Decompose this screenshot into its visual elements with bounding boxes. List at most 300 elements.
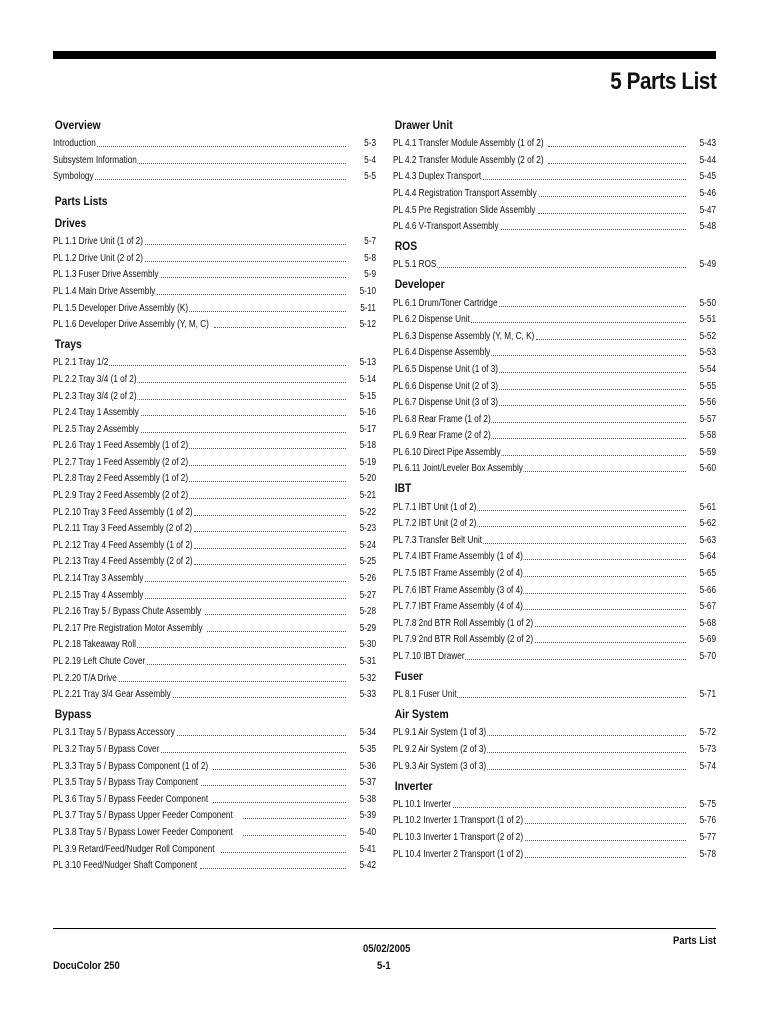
- toc-entry-title: PL 2.8 Tray 2 Feed Assembly (1 of 2): [53, 473, 189, 485]
- toc-entry-page: 5-56: [699, 397, 716, 409]
- chapter-title: 5 Parts List: [609, 68, 716, 95]
- toc-entry-page: 5-4: [364, 154, 376, 166]
- dot-leader: [522, 576, 686, 577]
- toc-entry-title: PL 7.3 Transfer Belt Unit: [393, 534, 483, 546]
- toc-entry-page: 5-20: [359, 473, 376, 485]
- toc-entry[interactable]: [53, 281, 376, 298]
- toc-entry-title: Symbology: [53, 171, 94, 183]
- dot-leader: [129, 432, 346, 433]
- toc-entry-page: 5-48: [699, 221, 716, 233]
- toc-entry-page: 5-24: [359, 539, 376, 551]
- toc-entry[interactable]: [53, 436, 376, 453]
- toc-entry[interactable]: [53, 618, 376, 635]
- toc-entry-title: PL 7.1 IBT Unit (1 of 2): [393, 501, 477, 513]
- toc-entry[interactable]: [53, 806, 376, 823]
- toc-entry[interactable]: [393, 756, 716, 773]
- toc-left-column: [53, 117, 376, 872]
- toc-entry-page: 5-35: [359, 743, 376, 755]
- toc-entry-title: PL 2.14 Tray 3 Assembly: [53, 573, 144, 585]
- toc-entry-title: PL 8.1 Fuser Unit: [393, 689, 457, 701]
- toc-entry[interactable]: [53, 552, 376, 569]
- toc-entry-page: 5-42: [359, 860, 376, 872]
- toc-entry-title: PL 2.17 Pre Registration Motor Assembly: [53, 622, 203, 634]
- toc-entry-page: 5-64: [699, 551, 716, 563]
- toc-entry-page: 5-18: [359, 440, 376, 452]
- dot-leader: [483, 438, 686, 439]
- dot-leader: [221, 852, 346, 853]
- toc-entry-page: 5-21: [359, 490, 376, 502]
- toc-entry[interactable]: [393, 459, 716, 476]
- dot-leader: [126, 163, 346, 164]
- toc-entry-title: PL 10.4 Inverter 2 Transport (1 of 2): [393, 848, 524, 860]
- toc-entry-page: 5-30: [359, 639, 376, 651]
- toc-entry[interactable]: [53, 635, 376, 652]
- dot-leader: [201, 785, 346, 786]
- toc-entry-page: 5-78: [699, 848, 716, 860]
- toc-entry-title: PL 3.7 Tray 5 / Bypass Upper Feeder Component: [53, 810, 233, 822]
- toc-entry-title: PL 2.7 Tray 1 Feed Assembly (2 of 2): [53, 456, 189, 468]
- toc-section: [53, 336, 376, 701]
- toc-entry-page: 5-3: [364, 138, 376, 150]
- dot-leader: [535, 626, 686, 627]
- toc-entry-title: PL 2.18 Takeaway Roll: [53, 639, 136, 651]
- toc-section: [53, 706, 376, 872]
- toc-entry-title: PL 1.2 Drive Unit (2 of 2): [53, 252, 143, 264]
- dot-leader: [466, 526, 686, 527]
- toc-entry[interactable]: [393, 200, 716, 217]
- dot-leader: [539, 196, 686, 197]
- toc-entry-page: 5-5: [364, 171, 376, 183]
- dot-leader: [213, 769, 346, 770]
- toc-entry-page: 5-29: [359, 622, 376, 634]
- toc-entry[interactable]: [53, 298, 376, 315]
- footer-section-name: Parts List: [672, 935, 716, 947]
- toc-entry[interactable]: [53, 585, 376, 602]
- toc-entry-page: 5-9: [364, 269, 376, 281]
- toc-entry[interactable]: [53, 723, 376, 740]
- toc-entry-title: PL 2.3 Tray 3/4 (2 of 2): [53, 390, 137, 402]
- toc-entry-title: PL 6.2 Dispense Unit: [393, 314, 470, 326]
- toc-entry[interactable]: [53, 315, 376, 332]
- dot-leader: [194, 515, 346, 516]
- toc-entry-title: PL 6.1 Drum/Toner Cartridge: [393, 297, 498, 309]
- section-heading: Trays: [54, 337, 82, 352]
- toc-entry[interactable]: [393, 310, 716, 327]
- dot-leader: [483, 355, 686, 356]
- toc-entry-title: PL 2.4 Tray 1 Assembly: [53, 407, 139, 419]
- toc-entry-title: PL 3.10 Feed/Nudger Shaft Component: [53, 860, 198, 872]
- dot-leader: [538, 213, 686, 214]
- toc-entry-title: PL 7.9 2nd BTR Roll Assembly (2 of 2): [393, 634, 534, 646]
- toc-entry-page: 5-47: [699, 204, 716, 216]
- toc-entry-page: 5-23: [359, 523, 376, 535]
- toc-entry-page: 5-44: [699, 154, 716, 166]
- section-heading: Inverter: [394, 778, 433, 793]
- dot-leader: [417, 267, 686, 268]
- dot-leader: [126, 382, 346, 383]
- toc-entry[interactable]: [393, 167, 716, 184]
- toc-entry[interactable]: [53, 535, 376, 552]
- toc-entry-title: PL 4.4 Registration Transport Assembly: [393, 187, 537, 199]
- toc-entry[interactable]: [53, 419, 376, 436]
- toc-entry-page: 5-34: [359, 727, 376, 739]
- section-heading: ROS: [394, 239, 418, 254]
- toc-entry-title: PL 7.10 IBT Drawer: [393, 651, 465, 662]
- toc-entry-title: PL 4.6 V-Transport Assembly: [393, 221, 499, 233]
- toc-section: [393, 117, 716, 233]
- toc-entry[interactable]: [393, 844, 716, 861]
- toc-entry[interactable]: [53, 386, 376, 403]
- toc-entry-title: PL 5.1 ROS: [393, 259, 437, 271]
- dot-leader: [189, 498, 346, 499]
- toc-entry-page: 5-40: [359, 826, 376, 838]
- dot-leader: [492, 372, 686, 373]
- toc-entry-title: PL 1.4 Main Drive Assembly: [53, 285, 156, 297]
- dot-leader: [189, 311, 346, 312]
- dot-leader: [189, 481, 346, 482]
- toc-entry[interactable]: [53, 502, 376, 519]
- toc-entry[interactable]: [393, 293, 716, 310]
- dot-leader: [535, 642, 686, 643]
- toc-entry-page: 5-52: [699, 330, 716, 342]
- toc-entry[interactable]: [393, 613, 716, 630]
- dot-leader: [451, 659, 686, 660]
- dot-leader: [491, 306, 686, 307]
- dot-leader: [523, 840, 686, 841]
- dot-leader: [522, 471, 686, 472]
- toc-entry-title: PL 3.1 Tray 5 / Bypass Accessory: [53, 727, 175, 739]
- toc-entry[interactable]: [53, 839, 376, 856]
- toc-entry-title: PL 10.1 Inverter: [393, 798, 452, 810]
- toc-entry[interactable]: [393, 426, 716, 443]
- toc-entry-title: PL 2.9 Tray 2 Feed Assembly (2 of 2): [53, 490, 189, 502]
- toc-entry-title: PL 2.1 Tray 1/2: [53, 357, 109, 369]
- toc-entry-title: PL 7.6 IBT Frame Assembly (3 of 4): [393, 584, 523, 596]
- dot-leader: [441, 697, 686, 698]
- dot-leader: [243, 835, 346, 836]
- toc-entry-page: 5-22: [359, 506, 376, 518]
- toc-entry[interactable]: [393, 811, 716, 828]
- toc-entry-title: PL 9.3 Air System (3 of 3): [393, 760, 487, 772]
- dot-leader: [129, 415, 346, 416]
- toc-entry-title: PL 3.6 Tray 5 / Bypass Feeder Component: [53, 793, 209, 805]
- section-heading: Fuser: [394, 669, 423, 683]
- toc-entry[interactable]: [393, 255, 716, 272]
- toc-entry-title: PL 6.9 Rear Frame (2 of 2): [393, 430, 491, 442]
- toc-entry-title: PL 2.12 Tray 4 Feed Assembly (1 of 2): [53, 539, 193, 551]
- toc-entry-page: 5-37: [359, 777, 376, 789]
- toc-entry[interactable]: [393, 646, 716, 663]
- toc-entry-title: PL 2.5 Tray 2 Assembly: [53, 423, 139, 435]
- toc-entry-page: 5-12: [359, 319, 376, 331]
- toc-entry[interactable]: [393, 409, 716, 426]
- toc-entry-page: 5-69: [699, 634, 716, 646]
- toc-entry-title: PL 7.2 IBT Unit (2 of 2): [393, 518, 477, 530]
- dot-leader: [194, 531, 346, 532]
- toc-entry-page: 5-15: [359, 390, 376, 402]
- toc-entry-page: 5-59: [699, 446, 716, 458]
- toc-entry-title: PL 2.15 Tray 4 Assembly: [53, 589, 144, 601]
- toc-entry-title: PL 2.20 T/A Drive: [53, 672, 117, 684]
- toc-section: [393, 276, 716, 475]
- toc-entry-page: 5-11: [360, 302, 376, 314]
- toc-entry-title: Subsystem Information: [53, 154, 137, 166]
- toc-entry-title: PL 7.5 IBT Frame Assembly (2 of 4): [393, 568, 523, 580]
- dot-leader: [102, 681, 346, 682]
- toc-entry-page: 5-10: [359, 285, 376, 297]
- toc-entry-title: PL 1.6 Developer Drive Assembly (Y, M, C): [53, 319, 209, 331]
- dot-leader: [471, 179, 686, 180]
- dot-leader: [213, 802, 346, 803]
- toc-entry-title: PL 6.5 Dispense Unit (1 of 3): [393, 363, 498, 375]
- dot-leader: [536, 339, 686, 340]
- dot-leader: [194, 548, 346, 549]
- toc-entry-page: 5-38: [359, 793, 376, 805]
- toc-entry[interactable]: [53, 232, 376, 249]
- toc-entry[interactable]: [393, 393, 716, 410]
- toc-entry[interactable]: [393, 530, 716, 547]
- toc-entry-title: PL 4.2 Transfer Module Assembly (2 of 2): [393, 154, 544, 166]
- toc-entry[interactable]: [393, 580, 716, 597]
- toc-entry-page: 5-17: [359, 423, 376, 435]
- toc-entry-page: 5-76: [699, 815, 716, 827]
- toc-entry[interactable]: [53, 602, 376, 619]
- toc-entry-title: PL 4.5 Pre Registration Slide Assembly: [393, 204, 536, 216]
- dot-leader: [435, 807, 686, 808]
- toc-entry[interactable]: [393, 563, 716, 580]
- toc-entry[interactable]: [53, 739, 376, 756]
- dot-leader: [466, 510, 686, 511]
- toc-entry[interactable]: [393, 343, 716, 360]
- dot-leader: [492, 405, 686, 406]
- dot-leader: [205, 614, 346, 615]
- toc-entry[interactable]: [393, 442, 716, 459]
- dot-leader: [134, 598, 346, 599]
- toc-entry[interactable]: [53, 134, 376, 151]
- toc-entry[interactable]: [393, 827, 716, 844]
- toc-entry-title: PL 3.9 Retard/Feed/Nudger Roll Component: [53, 843, 215, 855]
- toc-entry-title: PL 6.10 Direct Pipe Assembly: [393, 446, 501, 458]
- toc-entry[interactable]: [393, 326, 716, 343]
- dot-leader: [134, 244, 346, 245]
- toc-entry[interactable]: [393, 723, 716, 740]
- toc-entry[interactable]: [393, 497, 716, 514]
- dot-leader: [495, 455, 686, 456]
- toc-entry-page: 5-77: [699, 831, 716, 843]
- toc-entry-title: PL 2.2 Tray 3/4 (1 of 2): [53, 373, 137, 385]
- toc-entry[interactable]: [53, 167, 376, 184]
- toc-entry-page: 5-43: [699, 138, 716, 150]
- toc-entry-page: 5-67: [699, 601, 716, 613]
- toc-entry[interactable]: [393, 359, 716, 376]
- toc-entry[interactable]: [53, 353, 376, 370]
- dot-leader: [483, 422, 686, 423]
- dot-leader: [523, 857, 686, 858]
- toc-entry[interactable]: [393, 217, 716, 234]
- toc-entry[interactable]: [53, 265, 376, 282]
- section-heading: Bypass: [54, 707, 92, 722]
- toc-section: [53, 117, 376, 183]
- toc-entry-page: 5-66: [699, 584, 716, 596]
- toc-entry-page: 5-73: [699, 743, 716, 755]
- toc-entry[interactable]: [53, 822, 376, 839]
- toc-entry-page: 5-57: [699, 413, 716, 425]
- toc-entry-page: 5-19: [359, 456, 376, 468]
- toc-entry-page: 5-8: [364, 252, 376, 264]
- section-heading: Air System: [394, 707, 449, 722]
- toc-entry-title: PL 2.11 Tray 3 Feed Assembly (2 of 2): [53, 523, 193, 535]
- dot-leader: [478, 752, 686, 753]
- toc-entry-page: 5-28: [359, 606, 376, 618]
- toc-entry-title: PL 7.4 IBT Frame Assembly (1 of 4): [393, 551, 523, 563]
- toc-entry[interactable]: [53, 519, 376, 536]
- dot-leader: [243, 818, 346, 819]
- toc-entry-page: 5-58: [699, 430, 716, 442]
- toc-entry-page: 5-54: [699, 363, 716, 375]
- toc-entry-title: PL 6.11 Joint/Leveler Box Assembly: [393, 463, 523, 475]
- toc-entry-page: 5-46: [699, 187, 716, 199]
- toc-entry[interactable]: [53, 485, 376, 502]
- toc-entry[interactable]: [393, 134, 716, 151]
- dot-leader: [173, 735, 346, 736]
- section-heading: Drawer Unit: [394, 118, 453, 132]
- toc-entry[interactable]: [393, 739, 716, 756]
- dot-leader: [522, 559, 686, 560]
- toc-entry-title: PL 3.5 Tray 5 / Bypass Tray Component: [53, 777, 199, 789]
- toc-entry-title: PL 6.6 Dispense Unit (2 of 3): [393, 380, 498, 392]
- dot-leader: [492, 389, 686, 390]
- dot-leader: [125, 647, 346, 648]
- toc-entry-page: 5-16: [359, 407, 376, 419]
- footer-page-number: 5-1: [377, 960, 391, 972]
- toc-entry-title: PL 1.3 Fuser Drive Assembly: [53, 269, 159, 281]
- toc-entry-page: 5-41: [359, 843, 376, 855]
- toc-entry[interactable]: [393, 183, 716, 200]
- toc-entry-page: 5-70: [699, 651, 716, 662]
- toc-entry[interactable]: [393, 376, 716, 393]
- toc-entry[interactable]: [53, 651, 376, 668]
- toc-entry-page: 5-53: [699, 347, 716, 359]
- toc-entry[interactable]: [53, 789, 376, 806]
- toc-entry-title: PL 7.8 2nd BTR Roll Assembly (1 of 2): [393, 617, 534, 629]
- toc-entry-title: PL 10.3 Inverter 1 Transport (2 of 2): [393, 831, 524, 843]
- toc-entry-page: 5-65: [699, 568, 716, 580]
- toc-section: [393, 706, 716, 772]
- dot-leader: [134, 581, 346, 582]
- toc-entry-page: 5-45: [699, 171, 716, 183]
- toc-entry-title: PL 1.1 Drive Unit (1 of 2): [53, 236, 143, 248]
- toc-entry[interactable]: [393, 630, 716, 647]
- section-heading: Overview: [54, 118, 101, 132]
- toc-entry[interactable]: [53, 756, 376, 773]
- section-heading: Parts Lists: [54, 194, 108, 209]
- toc-entry-title: PL 3.2 Tray 5 / Bypass Cover: [53, 743, 160, 755]
- toc-entry-title: PL 6.4 Dispense Assembly: [393, 347, 491, 359]
- dot-leader: [126, 399, 346, 400]
- toc-entry[interactable]: [393, 597, 716, 614]
- header-rule: [53, 51, 716, 59]
- toc-entry-page: 5-71: [699, 689, 716, 701]
- toc-entry[interactable]: [393, 685, 716, 702]
- toc-right-column: [393, 117, 716, 861]
- toc-entry-page: 5-14: [359, 373, 376, 385]
- toc-section: [393, 238, 716, 271]
- toc-entry[interactable]: [53, 469, 376, 486]
- dot-leader: [478, 735, 686, 736]
- toc-entry[interactable]: [53, 773, 376, 790]
- toc-section: [53, 215, 376, 331]
- toc-entry[interactable]: [393, 514, 716, 531]
- dot-leader: [458, 322, 686, 323]
- toc-entry-title: PL 6.3 Dispense Assembly (Y, M, C, K): [393, 330, 535, 342]
- dot-leader: [548, 146, 686, 147]
- dot-leader: [522, 593, 686, 594]
- toc-entry-title: PL 2.19 Left Chute Cover: [53, 656, 146, 667]
- toc-entry[interactable]: [53, 452, 376, 469]
- dot-leader: [214, 327, 346, 328]
- toc-entry[interactable]: [53, 369, 376, 386]
- dot-leader: [149, 294, 346, 295]
- toc-entry-page: 5-62: [699, 518, 716, 530]
- dot-leader: [153, 277, 346, 278]
- toc-entry-page: 5-32: [359, 672, 376, 684]
- toc-entry-page: 5-51: [699, 314, 716, 326]
- dot-leader: [168, 697, 346, 698]
- toc-entry-title: PL 2.21 Tray 3/4 Gear Assembly: [53, 689, 171, 701]
- toc-entry[interactable]: [53, 668, 376, 685]
- toc-entry-page: 5-72: [699, 727, 716, 739]
- toc-entry-title: PL 6.7 Dispense Unit (3 of 3): [393, 397, 498, 409]
- section-heading: IBT: [394, 481, 412, 496]
- toc-entry-title: PL 1.5 Developer Drive Assembly (K): [53, 302, 189, 314]
- dot-leader: [76, 146, 346, 147]
- toc-entry-page: 5-13: [359, 357, 376, 369]
- toc-entry[interactable]: [53, 685, 376, 702]
- toc-section: [393, 668, 716, 701]
- toc-entry-page: 5-63: [699, 534, 716, 546]
- toc-entry-page: 5-49: [699, 259, 716, 271]
- toc-entry[interactable]: [53, 856, 376, 873]
- dot-leader: [473, 543, 686, 544]
- toc-entry[interactable]: [53, 403, 376, 420]
- dot-leader: [548, 163, 686, 164]
- dot-leader: [523, 823, 686, 824]
- toc-entry-title: PL 4.3 Duplex Transport: [393, 171, 482, 183]
- section-heading: Developer: [394, 277, 445, 292]
- toc-entry-page: 5-74: [699, 760, 716, 772]
- toc-entry-title: PL 3.3 Tray 5 / Bypass Component (1 of 2): [53, 760, 209, 772]
- toc-entry[interactable]: [53, 568, 376, 585]
- dot-leader: [134, 261, 346, 262]
- toc-entry-title: PL 2.10 Tray 3 Feed Assembly (1 of 2): [53, 506, 193, 518]
- toc-entry-title: Introduction: [53, 138, 96, 150]
- toc-entry[interactable]: [393, 794, 716, 811]
- toc-entry-title: PL 6.8 Rear Frame (1 of 2): [393, 413, 491, 425]
- dot-leader: [189, 448, 346, 449]
- toc-entry-page: 5-39: [359, 810, 376, 822]
- toc-entry[interactable]: [393, 547, 716, 564]
- toc-entry[interactable]: [53, 150, 376, 167]
- toc-entry-page: 5-75: [699, 798, 716, 810]
- footer-rule: [53, 928, 716, 929]
- toc-entry-title: PL 4.1 Transfer Module Assembly (1 of 2): [393, 138, 544, 150]
- toc-entry[interactable]: [393, 150, 716, 167]
- toc-entry-page: 5-7: [364, 236, 376, 248]
- toc-section: [393, 480, 716, 663]
- dot-leader: [91, 365, 346, 366]
- toc-entry[interactable]: [53, 248, 376, 265]
- dot-leader: [189, 465, 346, 466]
